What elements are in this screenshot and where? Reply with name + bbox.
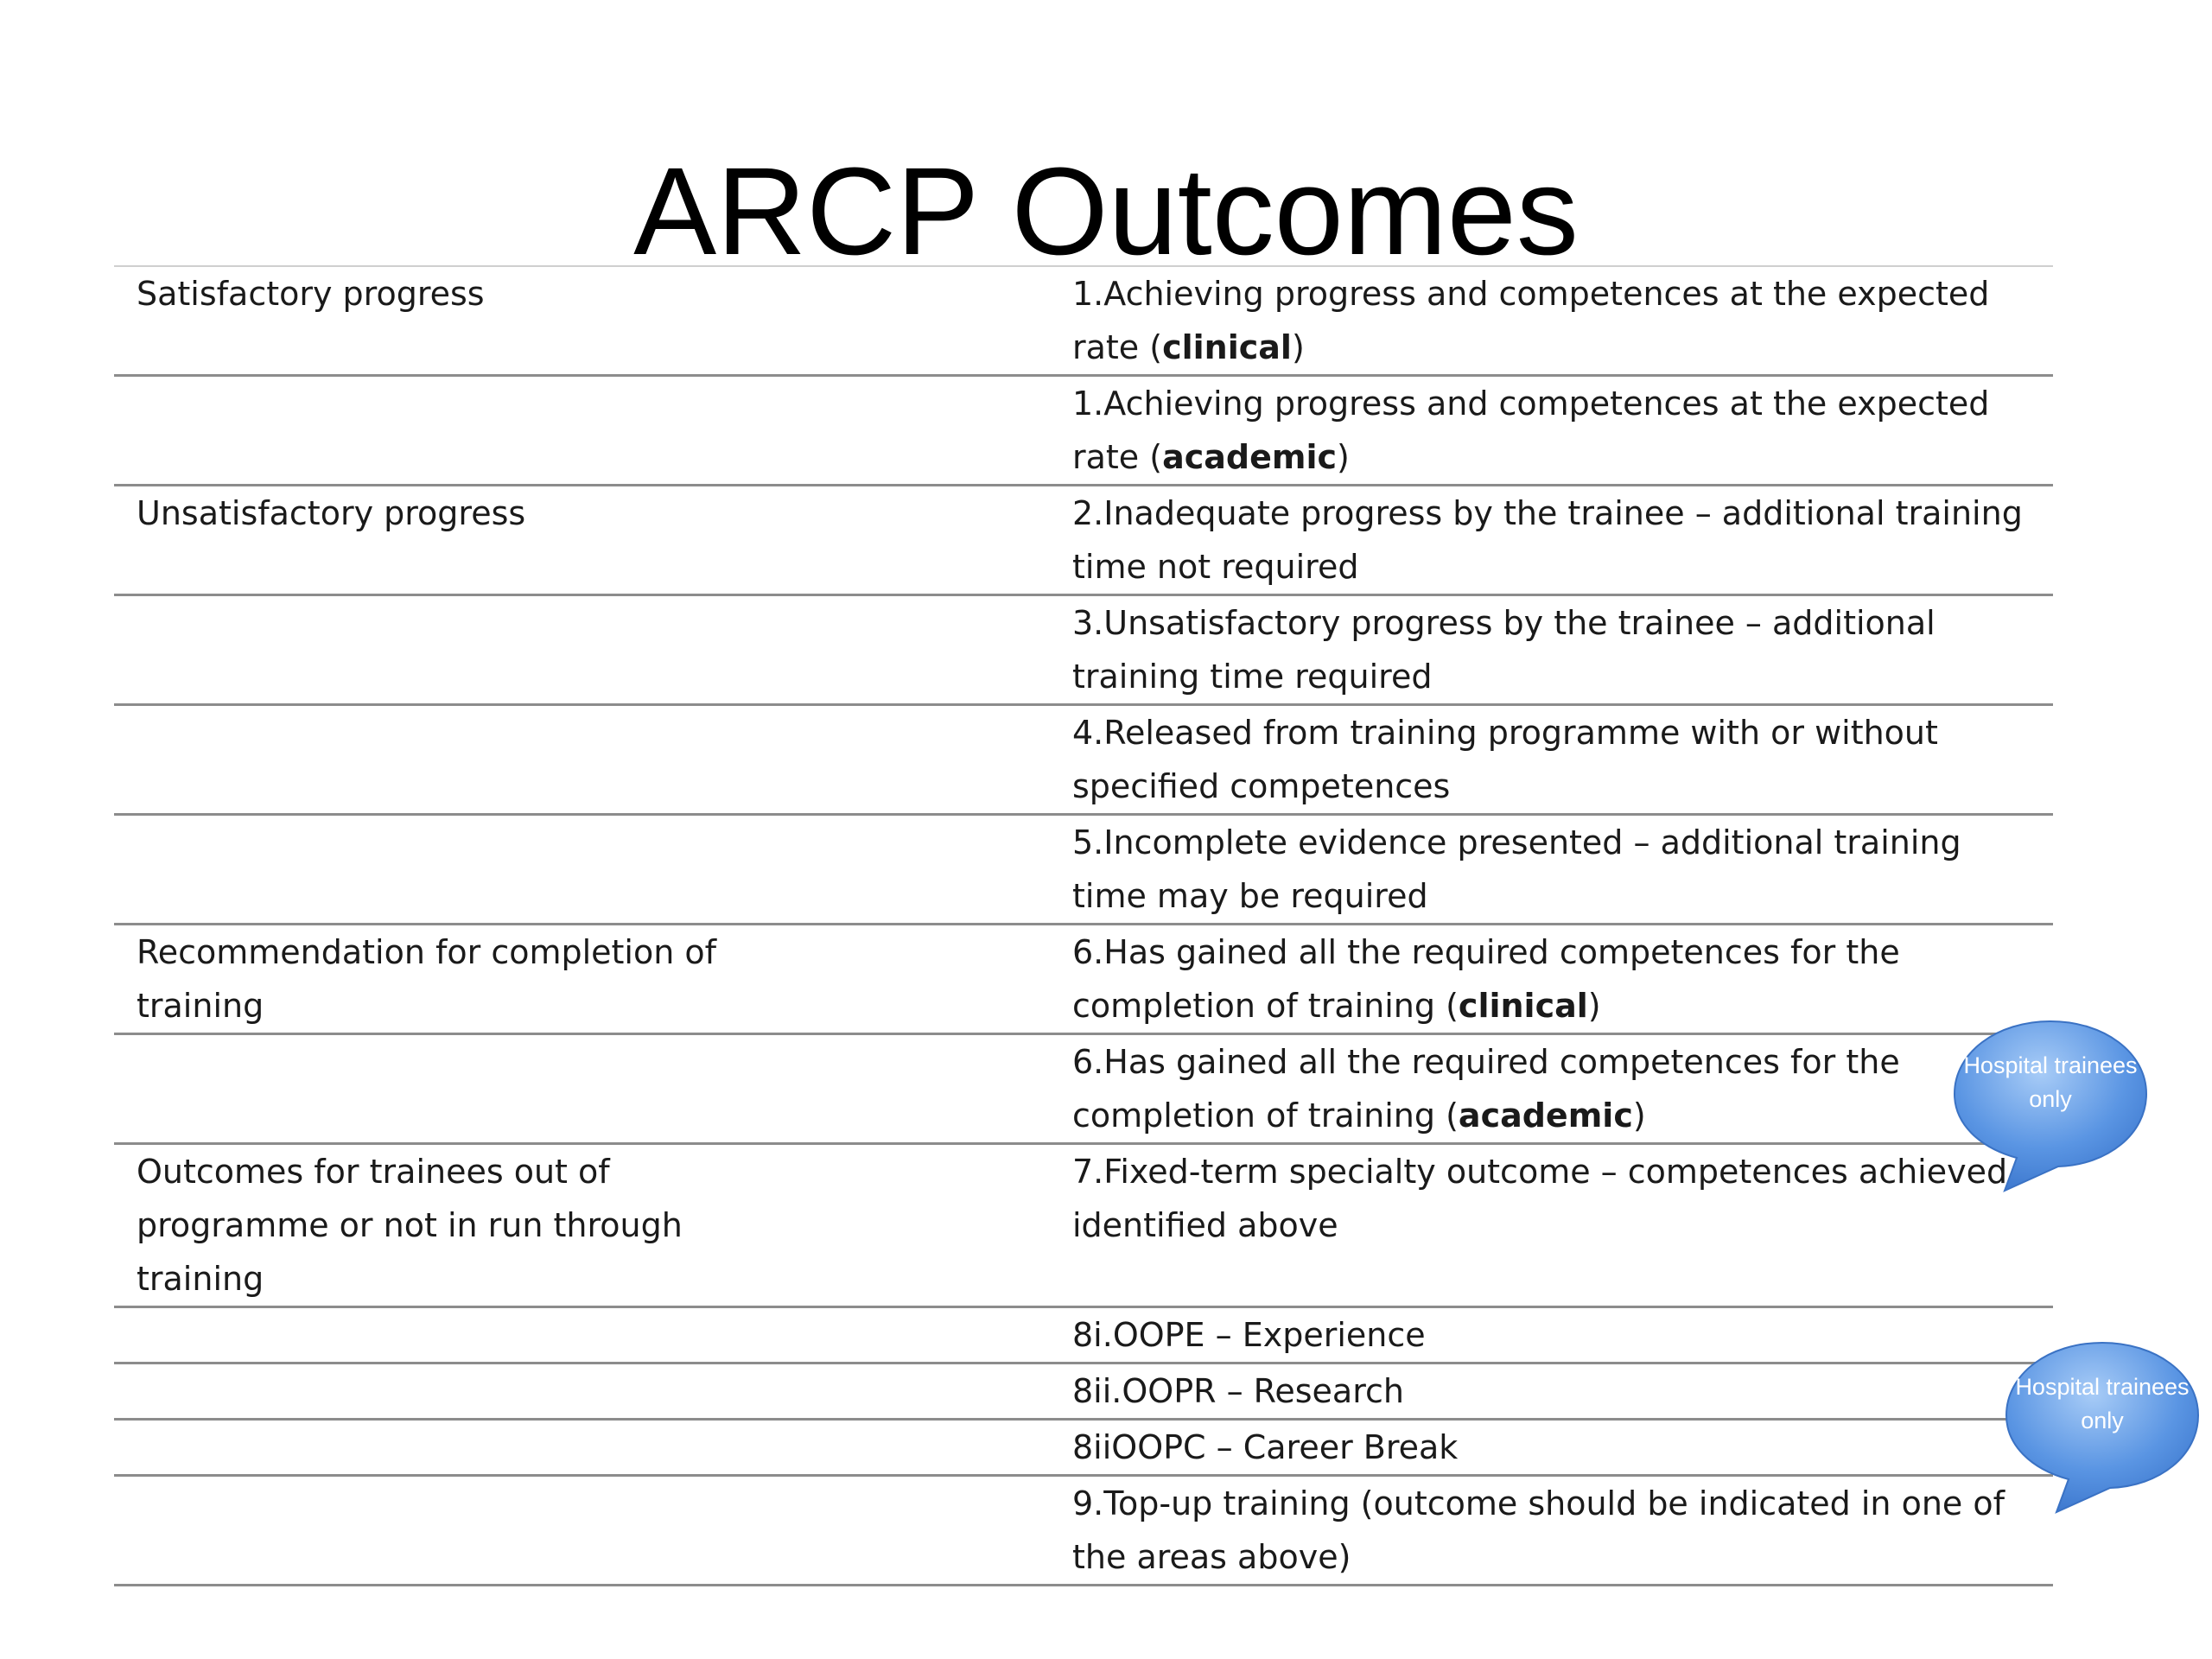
table-row xyxy=(114,376,2053,486)
category-text: Outcomes for trainees out of programme or not in run through training xyxy=(137,1153,683,1298)
outcome-text xyxy=(1072,823,1961,915)
hospital-trainees-callout xyxy=(1953,1020,2148,1168)
table-row xyxy=(114,925,2053,1034)
outcome-text-main: 8i.OOPE – Experience xyxy=(1072,1316,1426,1354)
outcome-text-main: 8ii.OOPR – Research xyxy=(1072,1372,1404,1410)
outcome-text xyxy=(1072,1316,1426,1354)
table-row xyxy=(114,705,2053,815)
table-row xyxy=(114,815,2053,925)
outcome-text-main: 6.Has gained all the required competences for the completion of training ( xyxy=(1072,1043,1900,1135)
category-cell xyxy=(114,1144,1072,1307)
category-cell xyxy=(114,376,1072,486)
outcome-text-main: 7.Fixed-term specialty outcome – competences achieved identified above xyxy=(1072,1153,2008,1244)
outcome-text-main: 9.Top-up training (outcome should be indicated in one of the areas above) xyxy=(1072,1484,2005,1576)
category-text: Recommendation for completion of training xyxy=(137,933,717,1025)
category-cell xyxy=(114,705,1072,815)
category-cell xyxy=(114,1363,1072,1420)
outcome-text xyxy=(1072,1428,1458,1466)
outcome-cell xyxy=(1072,595,2053,705)
outcome-text-suffix: ) xyxy=(1632,1096,1646,1135)
table-row xyxy=(114,1420,2053,1476)
outcome-cell xyxy=(1072,815,2053,925)
category-text: Unsatisfactory progress xyxy=(137,494,526,532)
outcome-text xyxy=(1072,1484,2005,1576)
outcome-text-emphasis: clinical xyxy=(1162,328,1292,366)
callout-text: Hospital trainees only xyxy=(1963,1052,2138,1112)
outcome-cell xyxy=(1072,376,2053,486)
category-cell xyxy=(114,1476,1072,1586)
callout-text: Hospital trainees only xyxy=(2015,1374,2190,1433)
outcome-text-main: 8iiOOPC – Career Break xyxy=(1072,1428,1459,1466)
outcome-text-emphasis: academic xyxy=(1162,438,1338,476)
outcome-cell xyxy=(1072,486,2053,595)
outcome-text xyxy=(1072,604,1936,696)
outcome-text xyxy=(1072,1043,1900,1135)
outcome-text-main: 2.Inadequate progress by the trainee – additional training time not required xyxy=(1072,494,2023,586)
category-text: Satisfactory progress xyxy=(137,275,485,313)
outcome-cell xyxy=(1072,925,2053,1034)
outcome-cell xyxy=(1072,1476,2053,1586)
table-body xyxy=(114,266,2053,1586)
outcome-text xyxy=(1072,1372,1404,1410)
outcome-text-emphasis: clinical xyxy=(1458,987,1588,1025)
outcome-text xyxy=(1072,494,2023,586)
table-row xyxy=(114,1307,2053,1363)
outcome-cell xyxy=(1072,1363,2053,1420)
table-row xyxy=(114,1034,2053,1144)
outcome-text xyxy=(1072,275,1989,366)
outcome-text-suffix: ) xyxy=(1337,438,1350,476)
table-row xyxy=(114,1363,2053,1420)
category-cell xyxy=(114,266,1072,376)
category-cell xyxy=(114,815,1072,925)
outcome-cell xyxy=(1072,1144,2053,1307)
outcome-text-emphasis: academic xyxy=(1458,1096,1633,1135)
table-row xyxy=(114,266,2053,376)
outcome-text-main: 1.Achieving progress and competences at the expected rate ( xyxy=(1072,275,1990,366)
outcome-cell xyxy=(1072,1307,2053,1363)
category-cell xyxy=(114,925,1072,1034)
outcome-text xyxy=(1072,714,1938,805)
outcome-cell xyxy=(1072,1034,2053,1144)
outcome-text-main: 3.Unsatisfactory progress by the trainee – additional training time required xyxy=(1072,604,1936,696)
table-row xyxy=(114,486,2053,595)
hospital-trainees-callout xyxy=(2005,1341,2200,1490)
outcome-text xyxy=(1072,385,1989,476)
outcome-text-main: 1.Achieving progress and competences at the expected rate ( xyxy=(1072,385,1990,476)
category-cell xyxy=(114,1034,1072,1144)
slide-title: ARCP Outcomes xyxy=(633,142,1579,281)
outcomes-table xyxy=(114,265,2053,1586)
outcome-text-main: 6.Has gained all the required competences for the completion of training ( xyxy=(1072,933,1900,1025)
outcome-cell xyxy=(1072,705,2053,815)
outcome-text xyxy=(1072,933,1900,1025)
table-row xyxy=(114,1144,2053,1307)
category-cell xyxy=(114,1420,1072,1476)
outcome-text-suffix: ) xyxy=(1291,328,1305,366)
outcome-text-main: 4.Released from training programme with or without specified competences xyxy=(1072,714,1938,805)
table-row xyxy=(114,1476,2053,1586)
category-cell xyxy=(114,1307,1072,1363)
outcome-text-main: 5.Incomplete evidence presented – additional training time may be required xyxy=(1072,823,1961,915)
outcome-text xyxy=(1072,1153,2007,1244)
table-row xyxy=(114,595,2053,705)
outcome-cell xyxy=(1072,1420,2053,1476)
outcome-text-suffix: ) xyxy=(1587,987,1601,1025)
category-cell xyxy=(114,595,1072,705)
category-cell xyxy=(114,486,1072,595)
outcome-cell xyxy=(1072,266,2053,376)
